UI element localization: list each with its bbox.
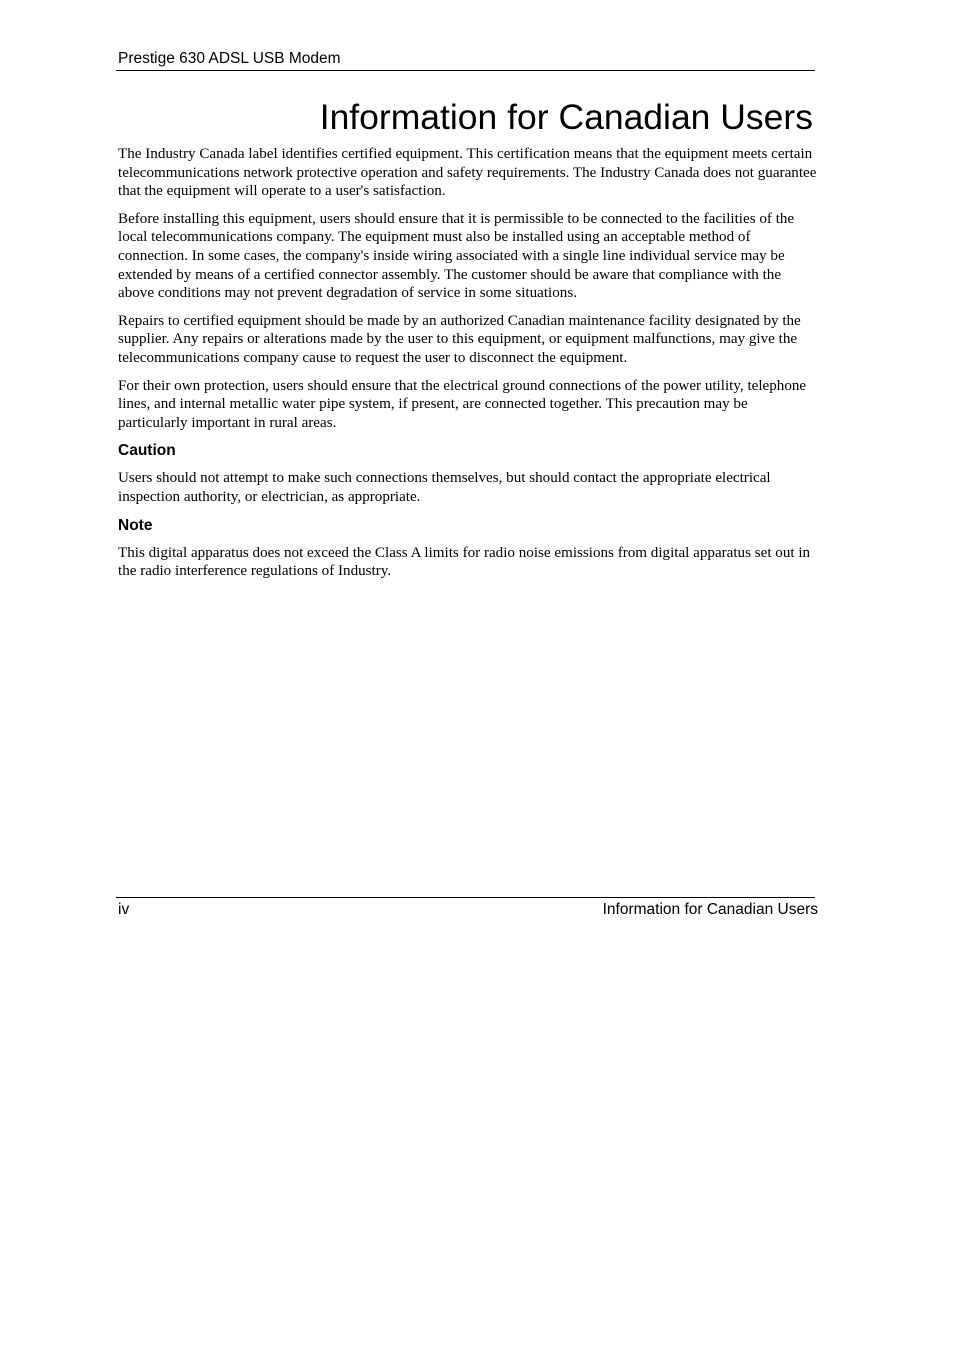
body-content [118,145,818,590]
running-header: Prestige 630 ADSL USB Modem [118,50,341,67]
caution-text: Users should not attempt to make such connections themselves, but should contact the appropriate electrical inspection authority, or electrician, as appropriate. [118,470,771,505]
note-heading: Note [118,516,153,534]
page-title: Information for Canadian Users [319,97,813,137]
paragraph-grounding: For their own protection, users should ensure that the electrical ground connections of the power utility, telephone lines, and internal metallic water pipe system, if present, are connected together. This precaution may be particularly important in rural areas. [118,377,807,431]
footer-page-number: iv [118,901,130,918]
footer-divider [116,897,815,898]
paragraph-repairs: Repairs to certified equipment should be made by an authorized Canadian maintenance facility designated by the supplier. Any repairs or alterations made by the user to this equipment, or equipment malfunctions, may give the telecommunications company cause to request the user to disconnect the equipment. [118,312,801,366]
paragraph-industry-canada-label: The Industry Canada label identifies certified equipment. This certification means that the equipment meets certain telecommunications network protective operation and safety requirements. The Industry Canada does not guarantee that the equipment will operate to a user's satisfaction. [118,146,817,200]
footer-section-title: Information for Canadian Users [602,901,818,918]
header-divider [116,70,815,71]
paragraph-installation: Before installing this equipment, users should ensure that it is permissible to be connected to the facilities of the local telecommunications company. The equipment must also be installed using an acceptable method of connection. In some cases, the company's inside wiring associated with a single line individual service may be extended by means of a certified connector assembly. The customer should be aware that compliance with the above conditions may not prevent degradation of service in some situations. [118,210,795,302]
note-text: This digital apparatus does not exceed the Class A limits for radio noise emissions from digital apparatus set out in the radio interference regulations of Industry. [118,544,811,580]
caution-heading: Caution [118,442,176,460]
